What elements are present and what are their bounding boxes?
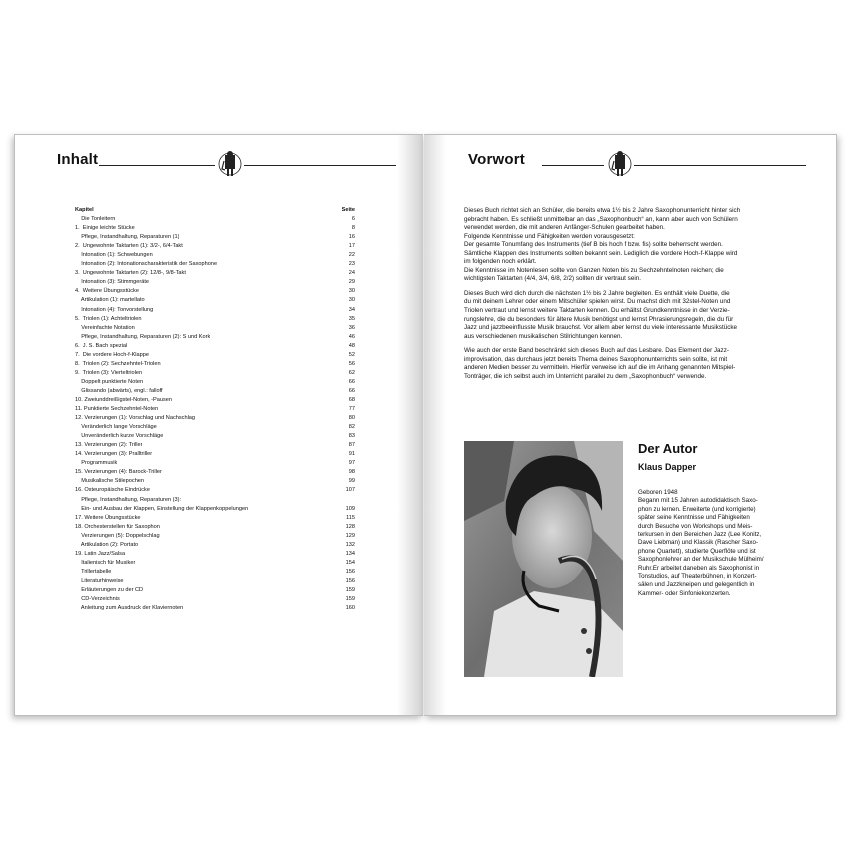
toc-row <box>75 360 355 369</box>
toc-entry-title: Programmusik <box>75 460 118 467</box>
toc-entry-page: 154 <box>345 559 355 566</box>
foreword-text <box>464 207 806 387</box>
toc-row <box>75 296 355 305</box>
toc-entry-title: 14. Verzierungen (3): Pralltriller <box>75 451 153 458</box>
toc-entry-title: 19. Latin Jazz/Salsa <box>75 550 126 557</box>
toc-entry-title: Italienisch für Musiker <box>75 559 136 566</box>
toc-entry-page: 34 <box>348 306 355 313</box>
toc-row <box>75 577 355 586</box>
toc-entry-page: 98 <box>348 469 355 476</box>
toc-entry-page: 134 <box>345 550 355 557</box>
toc-row <box>75 396 355 405</box>
toc-entry-page: 35 <box>348 315 355 322</box>
foreword-paragraph <box>464 207 806 284</box>
toc-row <box>75 532 355 541</box>
toc-entry-title: Intonation (4): Tonvorstellung <box>75 306 154 313</box>
toc-entry-title: Unveränderlich kurze Vorschläge <box>75 433 164 440</box>
toc-entry-page: 160 <box>345 605 355 612</box>
author-bio <box>638 489 804 598</box>
toc-entry-page: 99 <box>348 478 355 485</box>
toc-entry-title: 8. Triolen (2): Sechzehntel-Triolen <box>75 360 161 367</box>
toc-entry-title: Musikalische Stilepochen <box>75 478 145 485</box>
toc-entry-title: Artikulation (1): martellato <box>75 297 145 304</box>
bio-line: durch Besuche von Workshops und Meis- <box>638 522 753 530</box>
toc-row <box>75 369 355 378</box>
toc-row <box>75 269 355 278</box>
toc-entry-page <box>341 496 355 505</box>
text-line: Wie auch der erste Band beschränkt sich dieses Buch auf das Lesbare. Das Element der Jazz- <box>464 347 729 355</box>
right-page <box>424 134 837 716</box>
toc-entry-page: 159 <box>345 596 355 603</box>
text-line: du mit deinem Lehrer oder einem Mitschüler spielen wirst. Du machst dich mit 32stel-Noten und <box>464 298 731 306</box>
toc-header-kapitel: Kapitel <box>75 207 94 213</box>
toc-entry-title: Intonation (3): Stimmgeräte <box>75 279 149 286</box>
toc-row <box>75 387 355 396</box>
bio-line: Saxophonlehrer an der Musikschule Mülheim/ <box>638 556 764 564</box>
toc-row <box>75 423 355 432</box>
heading-rule-right <box>244 165 396 166</box>
spine-shadow <box>397 135 423 715</box>
bio-line: phon zu lernen. Erweiterte (und korrigierte) <box>638 505 756 513</box>
page-title-vorwort: Vorwort <box>468 151 525 168</box>
saxophonist-emblem-icon <box>608 147 632 181</box>
toc-entry-page: 8 <box>351 225 355 232</box>
toc-entry-page: 17 <box>348 243 355 250</box>
author-photo <box>464 441 623 677</box>
text-line: Die Kenntnisse im Notenlesen sollte von Ganzen Noten bis zu Sechzehntelnoten reichen; die <box>464 266 724 274</box>
toc-entry-title: Artikulation (2): Portato <box>75 541 139 548</box>
toc-entry-page: 56 <box>348 360 355 367</box>
bio-line: Ruhr.Er arbeitet daneben als Saxophonist in <box>638 564 760 572</box>
toc-row <box>75 523 355 532</box>
toc-entry-title: 1. Einige leichte Stücke <box>75 225 135 232</box>
toc-entry-page: 87 <box>348 442 355 449</box>
toc-entry-title: Pflege, Instandhaltung, Reparaturen (1) <box>75 234 180 241</box>
toc-entry-page: 128 <box>345 523 355 530</box>
toc-entry-page: 36 <box>348 324 355 331</box>
toc-entry-title: 13. Verzierungen (2): Triller <box>75 442 143 449</box>
author-name: Klaus Dapper <box>638 462 697 472</box>
toc-entry-page: 159 <box>345 586 355 593</box>
text-line: verwendet werden, die mit anderen Anfänger-Schulen gearbeitet haben. <box>464 224 665 232</box>
toc-entry-page: 48 <box>348 342 355 349</box>
text-line: improvisation, das durchaus jetzt bereits Thema deines Saxophonunterrichts sein sollte, ist mit <box>464 355 728 363</box>
text-line: wichtigsten Taktarten (4/4, 3/4, 6/8, 2/2) sollten dir vertraut sein. <box>464 275 641 283</box>
toc-entry-title: 18. Orchesterstellen für Saxophon <box>75 523 160 530</box>
toc-entry-page: 83 <box>348 433 355 440</box>
toc-row <box>75 278 355 287</box>
heading-rule <box>99 165 215 166</box>
spine-shadow-right <box>424 135 446 715</box>
toc-entry-title: 15. Verzierungen (4): Barock-Triller <box>75 469 162 476</box>
toc-entry-page: 66 <box>348 378 355 385</box>
text-line: anderen Medien besser zu vermitteln. Hierfür verweise ich auf die im Anhang genannten Mitspiel- <box>464 364 736 372</box>
toc-entry-title: 4. Weitere Übungsstücke <box>75 288 139 295</box>
toc-entry-page: 91 <box>348 451 355 458</box>
foreword-paragraph <box>464 290 806 341</box>
saxophonist-emblem-icon <box>218 147 242 181</box>
toc-entry-page: 16 <box>348 234 355 241</box>
toc-entry-page: 30 <box>348 297 355 304</box>
toc-entry-page: 77 <box>348 406 355 413</box>
toc-row <box>75 505 355 514</box>
toc-entry-page: 22 <box>348 252 355 259</box>
toc-entry-title: 12. Verzierungen (1): Vorschlag und Nachschlag <box>75 415 196 422</box>
toc-row <box>75 215 355 224</box>
toc-row <box>75 287 355 296</box>
text-line: Jazz und jazzbeeinflusste Musik brauchst. Vor allem aber lernst du viele interessante Musikstücke <box>464 324 737 332</box>
toc-entry-page: 29 <box>348 279 355 286</box>
toc-entry-title: Pflege, Instandhaltung, Reparaturen (2): S und Kork <box>75 333 211 340</box>
toc-row <box>75 251 355 260</box>
text-line: Dieses Buch richtet sich an Schüler, die bereits etwa 1½ bis 2 Jahre Saxophonunterricht hinter sich <box>464 207 741 214</box>
heading-rule <box>542 165 604 166</box>
toc-entry-title: 17. Weitere Übungsstücke <box>75 514 141 521</box>
bio-line: terkursen in den Bereichen Jazz (Lee Konitz, <box>638 531 762 539</box>
birth-year: Geboren 1948 <box>638 489 678 496</box>
toc-entry-title: Literaturhinweise <box>75 577 124 584</box>
toc-row <box>75 342 355 351</box>
toc-entry-page: 97 <box>348 460 355 467</box>
toc-entry-title: 6. J. S. Bach spezial <box>75 342 128 349</box>
toc-entry-page: 156 <box>345 577 355 584</box>
toc-row <box>75 486 355 495</box>
toc-row <box>75 468 355 477</box>
bio-line: Dave Liebman) und Klassik (Rascher Saxo- <box>638 539 759 547</box>
text-line: Dieses Buch wird dich durch die nächsten 1½ bis 2 Jahre begleiten. Es enthält viele Duette, die <box>464 289 730 297</box>
toc-entry-title: 7. Die vordere Hoch-f-Klappe <box>75 351 149 358</box>
toc-row <box>75 541 355 550</box>
toc-entry-page: 68 <box>348 396 355 403</box>
toc-entry-title: 2. Ungewohnte Taktarten (1): 3/2-, 6/4-Takt <box>75 243 183 250</box>
bio-line: sälen und Jazzkneipen und gelegentlich in <box>638 581 755 589</box>
toc-row <box>75 514 355 523</box>
toc-entry-title: Ein- und Ausbau der Klappen, Einstellung der Klappenkoppelungen <box>75 505 249 512</box>
bio-line: Kammer- oder Sinfoniekonzerten. <box>638 589 731 597</box>
text-line: Folgende Kenntnisse und Fähigkeiten werden vorausgesetzt: <box>464 232 635 240</box>
toc-entry-title: Die Tonleitern <box>75 216 116 223</box>
text-line: rungslehre, die du besonders für ältere Musik benötigst und lernst Phrasierungsregeln, die du für <box>464 315 734 323</box>
page-title: Inhalt <box>57 151 99 168</box>
toc-entry-page: 156 <box>345 568 355 575</box>
toc-row <box>75 224 355 233</box>
toc-entry-page: 46 <box>348 333 355 340</box>
toc-entry-page: 30 <box>348 288 355 295</box>
bio-line: phone Quartett), studierte Querflöte und ist <box>638 547 756 555</box>
text-line: gebracht haben. Es schließt unmittelbar an das „Saxophonbuch“ an, kann aber auch von Schülern <box>464 215 738 223</box>
toc-row <box>75 550 355 559</box>
toc-entry-title: 5. Triolen (1): Achteltriolen <box>75 315 142 322</box>
toc-entry-title: 3. Ungewohnte Taktarten (2): 12/8-, 9/8-Takt <box>75 270 186 277</box>
toc-header-seite: Seite <box>341 207 355 213</box>
toc-row <box>75 351 355 360</box>
author-section-title: Der Autor <box>638 441 698 456</box>
text-line: aus verschiedenen musikalischen Stilrichtungen kennen. <box>464 332 623 340</box>
toc-row <box>75 559 355 568</box>
toc-entry-title: Pflege, Instandhaltung, Reparaturen (3): <box>75 496 182 503</box>
toc-row <box>75 378 355 387</box>
toc-entry-page: 6 <box>351 216 355 223</box>
toc-row <box>75 586 355 595</box>
toc-entry-title: 9. Triolen (3): Vierteltriolen <box>75 369 143 376</box>
toc-entry-title: Veränderlich lange Vorschläge <box>75 424 157 431</box>
toc-row <box>75 496 355 505</box>
open-book <box>14 134 836 716</box>
table-of-contents <box>75 206 355 613</box>
toc-entry-page: 52 <box>348 351 355 358</box>
toc-entry-page: 82 <box>348 424 355 431</box>
text-line: Triolen vertraut und lernst weitere Taktarten kennen. Du erhältst Grundkenntnisse in der Verzie- <box>464 307 730 315</box>
toc-row <box>75 477 355 486</box>
toc-entry-title: Vereinfachte Notation <box>75 324 135 331</box>
toc-entry-page: 109 <box>345 505 355 512</box>
toc-row <box>75 315 355 324</box>
bio-line: später seine Kenntnisse und Fähigkeiten <box>638 514 750 522</box>
heading-rule-right <box>634 165 806 166</box>
toc-entry-title: Verzierungen (5): Doppelschlag <box>75 532 160 539</box>
toc-entry-title: Anleitung zum Ausdruck der Klaviernoten <box>75 605 184 612</box>
toc-entry-title: Trillertabelle <box>75 568 112 575</box>
toc-entry-page: 129 <box>345 532 355 539</box>
toc-entry-page: 132 <box>345 541 355 548</box>
toc-entry-title: Intonation (1): Schwebungen <box>75 252 153 259</box>
toc-row <box>75 242 355 251</box>
toc-entry-page: 24 <box>348 270 355 277</box>
toc-row <box>75 459 355 468</box>
toc-entry-title: 16. Osteuropäische Eindrücke <box>75 487 150 494</box>
toc-row <box>75 405 355 414</box>
text-line: Sämtliche Klappen des Instruments sollten bekannt sein. Lediglich die vordere Hoch-f-Klappe wird <box>464 249 738 257</box>
toc-row <box>75 432 355 441</box>
bio-line: Begann mit 15 Jahren autodidaktisch Saxo- <box>638 497 758 505</box>
toc-row <box>75 568 355 577</box>
toc-row <box>75 306 355 315</box>
toc-entry-title: 11. Punktierte Sechzehntel-Noten <box>75 406 159 413</box>
bio-line: Tonstudios, auf Theaterbühnen, in Konzert- <box>638 573 757 581</box>
foreword-paragraph <box>464 347 806 381</box>
toc-row <box>75 604 355 613</box>
toc-row <box>75 450 355 459</box>
toc-row <box>75 260 355 269</box>
toc-entry-page: 107 <box>345 487 355 494</box>
toc-entry-title: Glissando (abwärts), engl.: falloff <box>75 387 163 394</box>
toc-entry-title: Doppelt punktierte Noten <box>75 378 144 385</box>
toc-entry-title: 10. Zweiunddreißigstel-Noten, -Pausen <box>75 396 173 403</box>
toc-entry-page: 62 <box>348 369 355 376</box>
text-line: im folgenden noch erklärt. <box>464 258 537 266</box>
toc-row <box>75 441 355 450</box>
toc-entry-page: 66 <box>348 387 355 394</box>
toc-row <box>75 233 355 242</box>
left-page <box>14 134 423 716</box>
toc-row <box>75 595 355 604</box>
toc-entry-page: 115 <box>346 514 355 521</box>
toc-entry-page: 80 <box>348 415 355 422</box>
text-line: Der gesamte Tonumfang des Instruments (tief B bis hoch f bzw. fis) sollte beherrscht werden. <box>464 241 723 249</box>
toc-entry-title: Erläuterungen zu der CD <box>75 586 144 593</box>
toc-header <box>75 206 355 215</box>
toc-row <box>75 324 355 333</box>
toc-entry-title: Intonation (2): Intonationscharakteristik der Saxophone <box>75 261 218 268</box>
toc-entry-page: 23 <box>348 261 355 268</box>
toc-row <box>75 333 355 342</box>
text-line: Tonträger, die ich selbst auch im Unterricht parallel zu dem „Saxophonbuch“ verwende. <box>464 372 707 380</box>
toc-entry-title: CD-Verzeichnis <box>75 596 120 603</box>
toc-row <box>75 414 355 423</box>
